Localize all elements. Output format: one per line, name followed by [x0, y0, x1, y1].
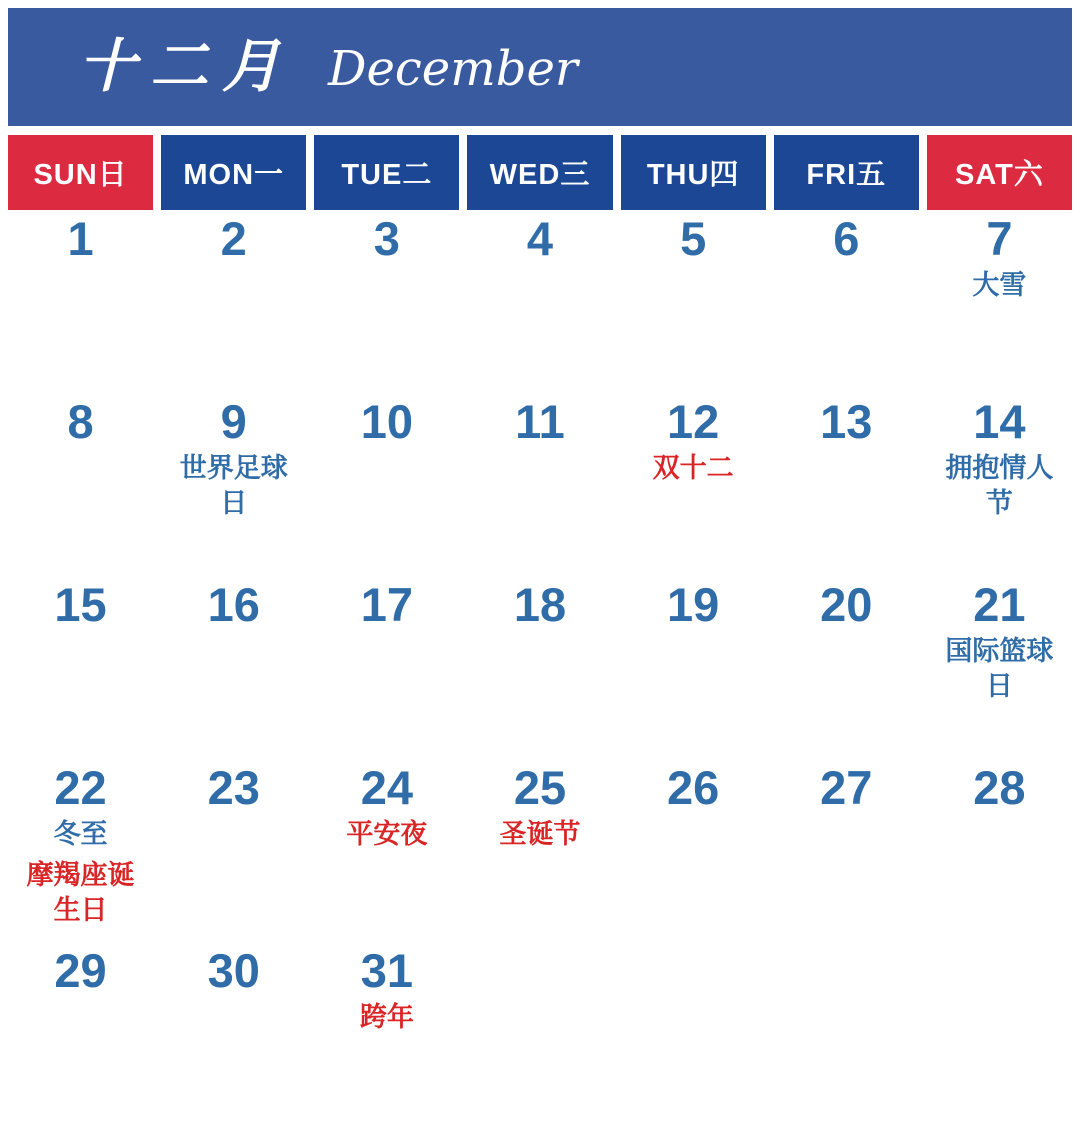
event-label: 大雪 [972, 270, 1027, 300]
date-cell-25 [467, 762, 612, 945]
date-number: 7 [986, 212, 1013, 265]
date-number: 11 [515, 395, 565, 448]
date-cell-9 [161, 396, 306, 579]
date-cell-11 [467, 396, 612, 579]
date-cell-29 [8, 945, 153, 1128]
date-number: 18 [513, 578, 567, 631]
weekday-header-thu: THU四 [621, 135, 766, 210]
date-number: 12 [666, 395, 720, 448]
date-number: 16 [207, 578, 260, 631]
date-cell-12 [621, 396, 766, 579]
date-cell-20 [774, 579, 919, 762]
date-number: 5 [680, 212, 707, 265]
date-number: 13 [820, 395, 873, 448]
date-cell-27 [774, 762, 919, 945]
date-number: 27 [820, 761, 873, 814]
weekday-header-mon: MON一 [161, 135, 306, 210]
calendar-grid [8, 213, 1072, 1128]
weekday-header-sat: SAT六 [927, 135, 1072, 210]
date-number: 26 [666, 761, 720, 814]
date-cell-2 [161, 213, 306, 396]
event-label: 冬至 [53, 819, 108, 849]
date-cell-21 [927, 579, 1072, 762]
date-cell-13 [774, 396, 919, 579]
date-number: 22 [54, 761, 107, 814]
date-number: 10 [360, 395, 413, 448]
date-cell-6 [774, 213, 919, 396]
date-number: 25 [513, 761, 567, 814]
weekday-row [8, 135, 1072, 210]
date-cell-16 [161, 579, 306, 762]
weekday-header-wed: WED三 [467, 135, 612, 210]
date-number: 29 [54, 944, 107, 997]
event-label: 圣诞节 [499, 819, 581, 849]
month-banner [8, 8, 1072, 126]
date-cell-8 [8, 396, 153, 579]
date-number: 20 [820, 578, 873, 631]
date-number: 3 [373, 212, 400, 265]
event-label: 拥抱情人节 [945, 453, 1054, 519]
date-cell-15 [8, 579, 153, 762]
event-label: 跨年 [359, 1002, 414, 1032]
event-label: 双十二 [652, 453, 734, 483]
date-cell-14 [927, 396, 1072, 579]
date-cell-7 [927, 213, 1072, 396]
date-cell-10 [314, 396, 459, 579]
event-label: 世界足球日 [179, 453, 288, 519]
month-title-chinese: 十二月 [78, 34, 295, 99]
date-cell-19 [621, 579, 766, 762]
date-number: 15 [54, 578, 107, 631]
date-cell-28 [927, 762, 1072, 945]
date-cell-17 [314, 579, 459, 762]
date-number: 19 [666, 578, 720, 631]
date-cell-24 [314, 762, 459, 945]
date-cell-4 [467, 213, 612, 396]
date-cell-31 [314, 945, 459, 1128]
date-number: 2 [220, 212, 247, 265]
date-number: 21 [973, 578, 1026, 631]
date-number: 24 [360, 761, 413, 814]
event-label: 国际篮球日 [945, 636, 1054, 702]
month-title-english: December [328, 41, 578, 97]
date-number: 30 [207, 944, 260, 997]
weekday-header-fri: FRI五 [774, 135, 919, 210]
weekday-header-tue: TUE二 [314, 135, 459, 210]
date-number: 8 [67, 395, 94, 448]
date-number: 23 [207, 761, 260, 814]
date-cell-26 [621, 762, 766, 945]
date-cell-3 [314, 213, 459, 396]
date-cell-1 [8, 213, 153, 396]
date-number: 14 [973, 395, 1026, 448]
date-number: 1 [67, 212, 94, 265]
date-cell-22 [8, 762, 153, 945]
date-cell-5 [621, 213, 766, 396]
date-cell-23 [161, 762, 306, 945]
date-number: 17 [360, 578, 413, 631]
date-cell-18 [467, 579, 612, 762]
date-number: 28 [973, 761, 1026, 814]
date-number: 9 [220, 395, 247, 448]
event-label: 平安夜 [346, 819, 428, 849]
event-label: 摩羯座诞生日 [26, 860, 135, 926]
date-number: 31 [360, 944, 413, 997]
date-cell-30 [161, 945, 306, 1128]
date-number: 4 [526, 212, 554, 265]
date-number: 6 [833, 212, 860, 265]
weekday-header-sun: SUN日 [8, 135, 153, 210]
